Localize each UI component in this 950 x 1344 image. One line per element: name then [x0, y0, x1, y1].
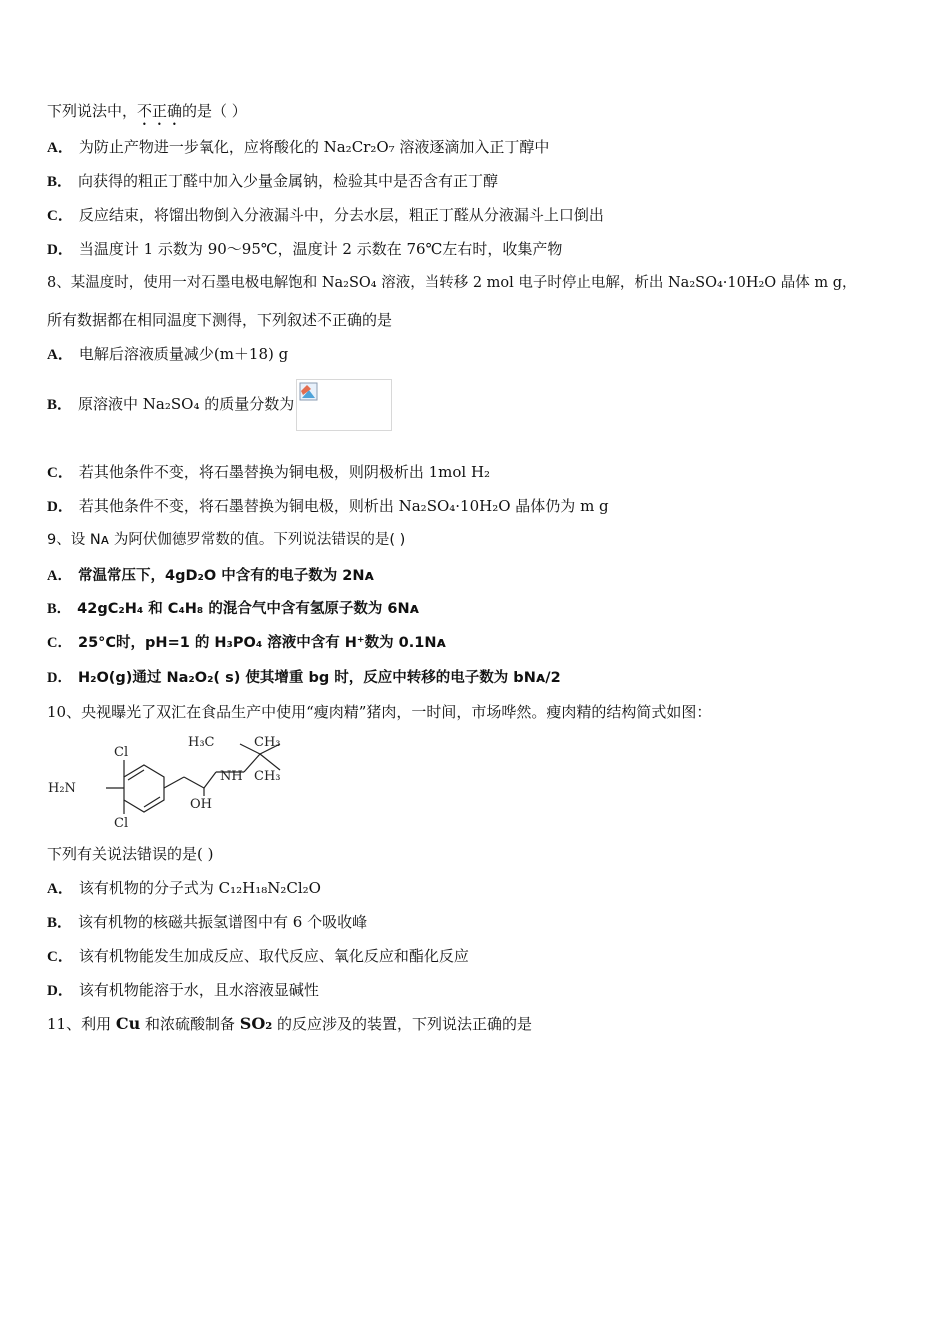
option-text: 该有机物的分子式为 C₁₂H₁₈N₂Cl₂O — [78, 879, 321, 897]
q7-stem-emphasis: 不正确 — [137, 102, 183, 120]
molecule-structure — [44, 730, 304, 830]
option-letter: B． — [47, 915, 73, 931]
option-text: 该有机物的核磁共振氢谱图中有 6 个吸收峰 — [78, 913, 368, 931]
q10-option-a — [47, 878, 321, 899]
option-letter: D． — [47, 670, 72, 686]
option-letter: D． — [47, 242, 73, 258]
q7-stem-text: 下列说法中， — [47, 102, 138, 120]
mol-cl-bottom: Cl — [114, 816, 129, 830]
option-text: 42gC₂H₄ 和 C₄H₈ 的混合气中含有氢原子数为 6Nᴀ — [77, 601, 420, 617]
q9-option-d — [47, 668, 561, 688]
q7-option-b — [47, 171, 498, 192]
q10-option-d — [47, 980, 319, 1001]
option-letter: C． — [47, 465, 73, 481]
option-letter: C． — [47, 635, 72, 651]
option-letter: B． — [47, 601, 72, 617]
q8-option-d — [47, 496, 609, 517]
q7-option-d — [47, 239, 562, 260]
option-text: 若其他条件不变，将石墨替换为铜电极，则析出 Na₂SO₄·10H₂O 晶体仍为 m g — [78, 497, 609, 515]
option-letter: B． — [47, 174, 73, 190]
mol-ch3-top: CH₃ — [254, 735, 281, 750]
option-letter: D． — [47, 499, 73, 515]
option-letter: A． — [47, 881, 73, 897]
option-text: 该有机物能发生加成反应、取代反应、氧化反应和酯化反应 — [78, 947, 469, 965]
q7-option-c — [47, 205, 604, 226]
option-text: 若其他条件不变，将石墨替换为铜电极，则阴极析出 1mol H₂ — [78, 463, 491, 481]
option-text: 当温度计 1 示数为 90～95℃，温度计 2 示数在 76℃左右时，收集产物 — [78, 240, 563, 258]
option-text: 25°C时，pH=1 的 H₃PO₄ 溶液中含有 H⁺数为 0.1Nᴀ — [77, 635, 446, 651]
benzene-ring — [124, 765, 164, 812]
option-text: 反应结束，将馏出物倒入分液漏斗中，分去水层，粗正丁醛从分液漏斗上口倒出 — [78, 206, 604, 224]
q11-stem-b: 和浓硫酸制备 — [140, 1015, 240, 1033]
option-letter: A． — [47, 568, 72, 584]
mol-nh: NH — [220, 769, 243, 784]
option-letter: B． — [47, 397, 73, 413]
option-letter: A． — [47, 140, 73, 156]
q10-stem: 10、央视曝光了双汇在食品生产中使用“瘦肉精”猪肉，一时间，市场哗然。瘦肉精的结构简式如图： — [47, 703, 712, 721]
broken-image-icon — [299, 382, 319, 402]
formula-image-placeholder — [296, 379, 392, 431]
q9-option-a — [47, 566, 374, 586]
q11-so2: SO₂ — [239, 1014, 273, 1033]
mol-cl-top: Cl — [114, 745, 129, 760]
option-letter: C． — [47, 949, 73, 965]
q11-stem-c: 的反应涉及的装置，下列说法正确的是 — [272, 1015, 533, 1033]
q10-option-b — [47, 912, 367, 933]
mol-oh: OH — [190, 797, 212, 812]
mol-h2n: H₂N — [48, 781, 76, 796]
option-letter: A． — [47, 347, 73, 363]
option-text: H₂O(g)通过 Na₂O₂( s) 使其增重 bg 时，反应中转移的电子数为 bNᴀ/2 — [77, 670, 561, 686]
option-letter: C． — [47, 208, 73, 224]
q7-option-a — [47, 137, 549, 158]
q9-option-c — [47, 633, 446, 653]
q8-stem-line1: 8、某温度时，使用一对石墨电极电解饱和 Na₂SO₄ 溶液，当转移 2 mol 电子时停止电解，析出 Na₂SO₄·10H₂O 晶体 m g， — [47, 275, 857, 291]
q9-stem: 9、设 Nᴀ 为阿伏伽德罗常数的值。下列说法错误的是( ) — [47, 532, 406, 548]
q8-option-c — [47, 462, 490, 483]
mol-h3c: H₃C — [188, 735, 215, 750]
q11-stem-a: 11、利用 — [47, 1015, 116, 1033]
q8-stem-line2: 所有数据都在相同温度下测得，下列叙述不正确的是 — [47, 311, 393, 329]
option-text: 该有机物能溶于水，且水溶液显碱性 — [78, 981, 319, 999]
q10-sub-stem: 下列有关说法错误的是( ) — [47, 845, 214, 863]
q7-stem-end: 的是（ ） — [182, 102, 247, 120]
mol-ch3-mid: CH₃ — [254, 769, 281, 784]
q8-option-a — [47, 344, 288, 365]
option-text: 电解后溶液质量减少(m＋18) g — [78, 345, 289, 363]
option-text: 为防止产物进一步氧化，应将酸化的 Na₂Cr₂O₇ 溶液逐滴加入正丁醇中 — [78, 138, 550, 156]
option-text: 原溶液中 Na₂SO₄ 的质量分数为 — [78, 395, 295, 413]
q11-cu: Cu — [115, 1014, 141, 1033]
q10-option-c — [47, 946, 469, 967]
option-letter: D． — [47, 983, 73, 999]
q7-stem — [47, 101, 247, 129]
option-text: 常温常压下，4gD₂O 中含有的电子数为 2Nᴀ — [77, 568, 374, 584]
q8-option-b — [47, 378, 392, 431]
option-text: 向获得的粗正丁醛中加入少量金属钠，检验其中是否含有正丁醇 — [78, 172, 499, 190]
q9-option-b — [47, 599, 419, 619]
q11-stem — [47, 1014, 532, 1034]
